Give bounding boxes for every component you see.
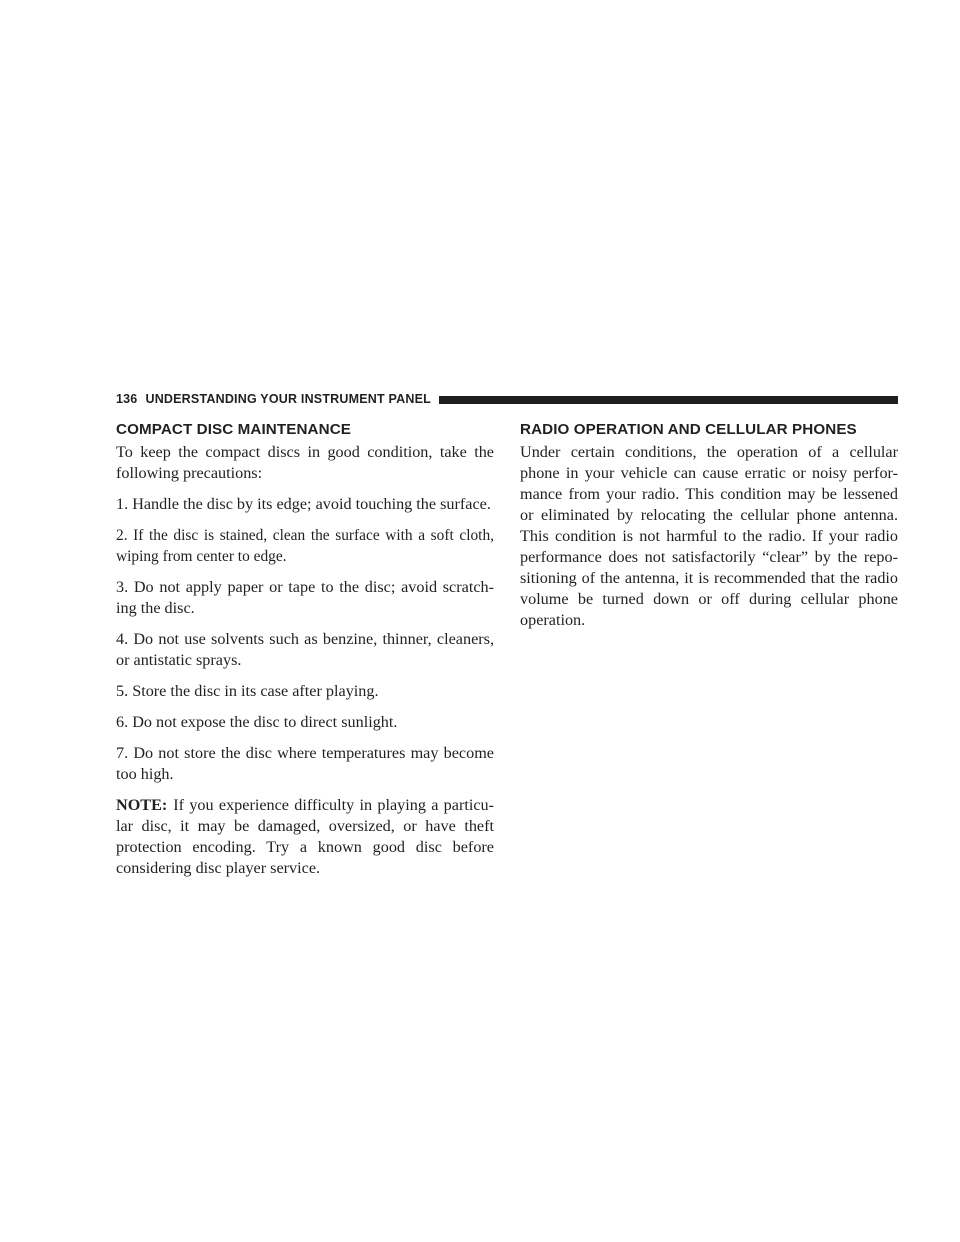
page-number: 136 (116, 392, 138, 406)
list-item: 2. If the disc is stained, clean the surface with a soft cloth, wiping from center to edge. (116, 527, 494, 565)
left-column (116, 420, 494, 889)
list-item: 6. Do not expose the disc to direct sunlight. (116, 713, 398, 731)
right-column (520, 420, 898, 641)
list-item: 5. Store the disc in its case after playing. (116, 682, 379, 700)
radio-body-paragraph: Under certain conditions, the operation of a cellular phone in your vehicle can cause erratic or noisy perfor-mance from your radio. This condition may be lessened or eliminated by relocating the cellular phone antenna. This condition is not harmful to the radio. If your radio performance does not satisfactorily “clear” by the repo-sitioning of the antenna, it is recommended that the radio volume be turned down or off during cellular phone operation. (520, 443, 898, 629)
radio-operation-heading: RADIO OPERATION AND CELLULAR PHONES (520, 421, 857, 438)
note-paragraph (116, 795, 494, 879)
list-item: 3. Do not apply paper or tape to the disc; avoid scratch-ing the disc. (116, 578, 494, 617)
list-item: 4. Do not use solvents such as benzine, thinner, cleaners, or antistatic sprays. (116, 630, 494, 669)
section-title: UNDERSTANDING YOUR INSTRUMENT PANEL (145, 392, 431, 406)
list-item: 7. Do not store the disc where temperatures may become too high. (116, 744, 494, 783)
intro-paragraph: To keep the compact discs in good condition, take the following precautions: (116, 443, 494, 482)
page-header (116, 390, 898, 408)
compact-disc-heading: COMPACT DISC MAINTENANCE (116, 421, 351, 438)
note-label: NOTE: (116, 796, 168, 814)
list-item: 1. Handle the disc by its edge; avoid touching the surface. (116, 495, 491, 513)
header-rule (439, 396, 898, 404)
note-text: If you experience difficulty in playing a particu-lar disc, it may be damaged, oversized, or have theft protection encoding. Try a known good disc before considering disc player service. (116, 796, 494, 877)
